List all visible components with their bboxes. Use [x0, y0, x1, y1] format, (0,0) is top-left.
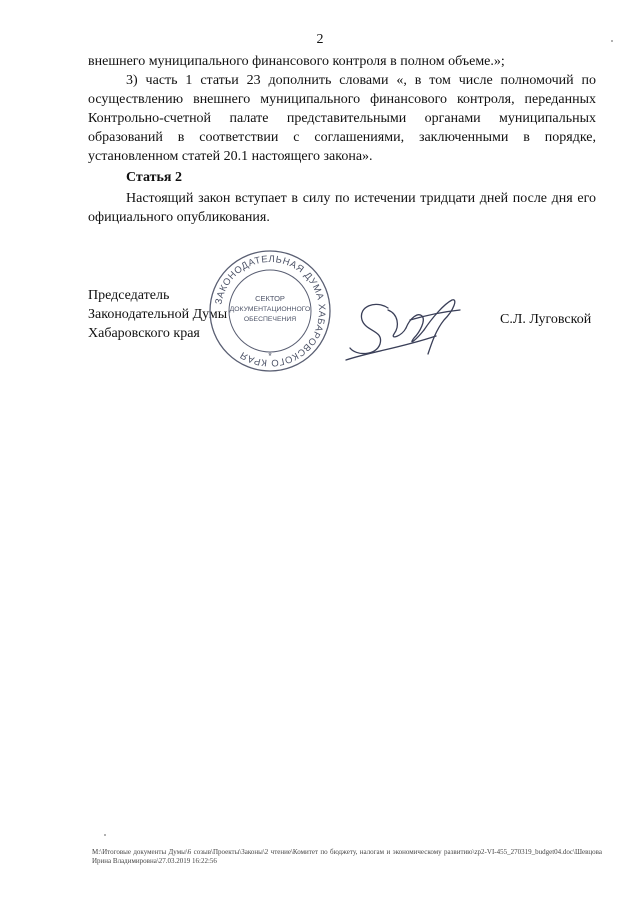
scan-speck: [611, 40, 613, 42]
signature-icon: [340, 290, 470, 370]
signatory-title-line1: Председатель: [88, 288, 170, 303]
stamp-seal-icon: [208, 249, 332, 373]
stamp-center-line1: СЕКТОР: [255, 294, 285, 303]
article-heading: Статья 2: [126, 170, 182, 185]
stamp-center-line2: ДОКУМЕНТАЦИОННОГО: [229, 306, 311, 313]
stamp-star: *: [268, 351, 272, 361]
handwritten-signature: [340, 290, 470, 375]
scan-speck: [104, 834, 106, 836]
signatory-name: С.Л. Луговской: [500, 312, 592, 327]
page-number: 2: [316, 32, 324, 47]
stamp-ring-text: ЗАКОНОДАТЕЛЬНАЯ ДУМА ХАБАРОВСКОГО КРАЯ: [213, 253, 328, 369]
signatory-title-line3: Хабаровского края: [88, 326, 200, 341]
file-path-footer: M:\Итоговые документы Думы\6 созыв\Проекты\Законы\2 чтение\Комитет по бюджету, налогам и экономическому развитию\zp2-VI-455_270319_budget04.doc\Шевцова Ирина Владимировна\27.03.2019 16:22:56: [92, 848, 602, 865]
paragraph-3: 3) часть 1 статьи 23 дополнить словами «, в том числе полномочий по осуществлению внешнего муниципального финансового контроля, переданных Контрольно-счетной палате представительными органами муниципальных образований в соответствии с соглашениями, заключенными в порядке, установленном статей 20.1 настоящего закона».: [88, 73, 596, 164]
signatory-title-line2: Законодательной Думы: [88, 307, 228, 322]
signatory-title: [88, 286, 227, 343]
official-stamp: [208, 249, 332, 378]
closing-line: внешнего муниципального финансового контроля в полном объеме.»;: [88, 54, 505, 69]
article-text: Настоящий закон вступает в силу по истечении тридцати дней после дня его официального опубликования.: [88, 191, 596, 225]
stamp-center-line3: ОБЕСПЕЧЕНИЯ: [243, 316, 297, 323]
